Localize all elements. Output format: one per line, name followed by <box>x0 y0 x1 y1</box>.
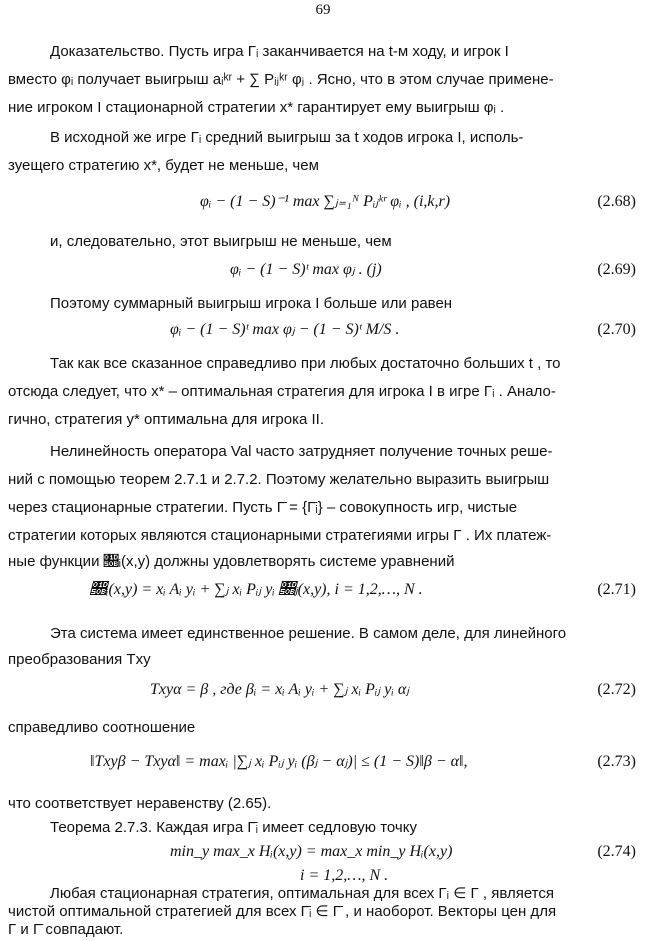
equation-number-2-70: (2.70) <box>597 321 636 338</box>
text-line-1: Доказательство. Пусть игра Γᵢ заканчивается на t-м ходу, и игрок I <box>50 43 509 60</box>
text-line-21: Любая стационарная стратегия, оптимальная для всех Γᵢ ∈ Γ , является <box>50 885 554 902</box>
equation-number-2-71: (2.71) <box>597 581 636 598</box>
text-line-13: через стационарные стратегии. Пусть Γ̄ = {Γ̄ᵢ} – совокупность игр, чистые <box>8 499 518 516</box>
page-number: 69 <box>315 2 331 18</box>
text-line-9: отсюда следует, что x* – оптимальная стратегия для игрока I в игре Γᵢ . Анало- <box>8 383 556 400</box>
text-line-10: гично, стратегия y* оптимальна для игрока II. <box>8 411 325 428</box>
text-line-12: ний с помощью теорем 2.7.1 и 2.7.2. Поэтому желательно выразить выигрыш <box>8 471 550 488</box>
equation-2-72: Txyα = β , где βᵢ = xᵢ Aᵢ yᵢ + ∑ⱼ xᵢ Pᵢⱼ yᵢ αⱼ <box>150 681 410 698</box>
equation-number-2-69: (2.69) <box>597 261 636 278</box>
text-line-16: Эта система имеет единственное решение. В самом деле, для линейного <box>50 625 567 642</box>
equation-2-73: ‖Txyβ − Txyα‖ = maxᵢ |∑ⱼ xᵢ Pᵢⱼ yᵢ (βⱼ − αⱼ)| ≤ (1 − S)‖β − α‖, <box>90 753 468 770</box>
text-line-7: Поэтому суммарный выигрыш игрока I больше или равен <box>50 295 453 312</box>
text-line-15: ные функции 𝔋ᵢ(x,y) должны удовлетворять системе уравнений <box>8 553 455 570</box>
equation-number-2-72: (2.72) <box>597 681 636 698</box>
equation-2-70: φᵢ − (1 − S)ᵗ max φⱼ − (1 − S)ᵗ M/S . <box>170 321 400 338</box>
equation-2-74-index: i = 1,2,…, N . <box>300 867 389 884</box>
equation-2-71: 𝔋ᵢ(x,y) = xᵢ Aᵢ yᵢ + ∑ⱼ xᵢ Pᵢⱼ yᵢ 𝔋ⱼ(x,y), i = 1,2,…, N . <box>90 581 423 598</box>
text-line-18: справедливо соотношение <box>8 719 196 736</box>
text-line-22: чистой оптимальной стратегией для всех Γ̄ᵢ ∈ Γ̄ , и наоборот. Векторы цен для <box>8 903 557 920</box>
text-line-5: зуещего стратегию x*, будет не меньше, чем <box>8 157 319 174</box>
text-line-4: В исходной же игре Γᵢ средний выигрыш за t ходов игрока I, исполь- <box>50 129 524 146</box>
theorem-2-7-3-heading: Теорема 2.7.3. Каждая игра Γ̄ᵢ имеет седловую точку <box>50 819 417 836</box>
text-line-14: стратегии которых являются стационарными стратегиями игры Γ . Их платеж- <box>8 527 552 544</box>
text-line-6: и, следовательно, этот выигрыш не меньше, чем <box>50 233 392 250</box>
text-line-23: Γ и Γ̄ совпадают. <box>8 921 124 938</box>
text-line-8: Так как все сказанное справедливо при любых достаточно больших t , то <box>50 355 561 372</box>
text-line-17: преобразования Txy <box>8 651 151 668</box>
text-line-11: Нелинейность оператора Val часто затрудняет получение точных реше- <box>50 443 553 460</box>
equation-number-2-74: (2.74) <box>597 843 636 860</box>
equation-2-68: φᵢ − (1 − S)⁻¹ max ∑ⱼ₌₁ᴺ Pᵢⱼᵏʳ φᵢ , (i,k,r) <box>200 193 451 210</box>
equation-number-2-68: (2.68) <box>597 193 636 210</box>
text-line-3: ние игроком I стационарной стратегии x* гарантирует ему выигрыш φᵢ . <box>8 99 505 116</box>
equation-number-2-73: (2.73) <box>597 753 636 770</box>
text-line-2: вместо φᵢ получает выигрыш aᵢᵏʳ + ∑ Pᵢⱼᵏʳ φⱼ . Ясно, что в этом случае примене- <box>8 71 554 88</box>
equation-2-74: min_y max_x Hᵢ(x,y) = max_x min_y Hᵢ(x,y) <box>170 843 453 860</box>
text-line-19: что соответствует неравенству (2.65). <box>8 795 272 812</box>
equation-2-69: φᵢ − (1 − S)ᵗ max φⱼ . (j) <box>230 261 382 278</box>
